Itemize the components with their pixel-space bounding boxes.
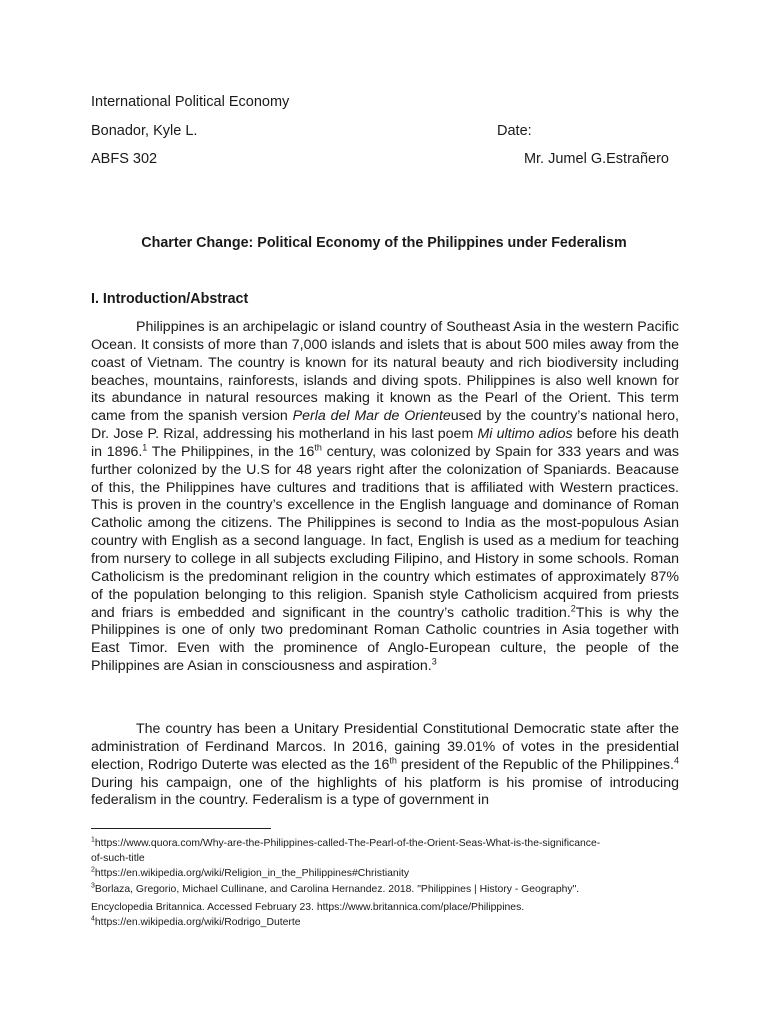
paragraph1-text-6: This is why the Philippines is one of only two predominant Roman Catholic countries in Asia together with East Timor. Even with the prominence of Anglo-European culture, the people of the Philippines are Asian in consciousness and aspiration. — [91, 604, 679, 675]
ordinal-suffix: th — [389, 754, 397, 765]
ordinal-suffix: th — [314, 442, 322, 453]
instructor-name: Mr. Jumel G.Estrañero — [523, 151, 669, 167]
course-title: International Political Economy — [91, 94, 290, 110]
footnote-number: 4 — [91, 915, 95, 923]
footnote-link[interactable]: https://en.wikipedia.org/wiki/Religion_in_the_Philippines#Christianity — [94, 868, 410, 879]
footnote-citation: Borlaza, Gregorio, Michael Cullinane, and Carolina Hernandez. 2018. "Philippines | History - Geography". — [94, 884, 580, 895]
footnote-link[interactable]: https://www.quora.com/Why-are-the-Philippines-called-The-Pearl-of-the-Orient-Seas-What-is-the-significance- — [94, 838, 601, 849]
paragraph1-text-2: used by the country’s national hero, Dr. Jose P. Rizal, addressing his motherland in his last poem — [91, 408, 679, 443]
footnote-1-continued — [91, 851, 691, 867]
paragraph1-italic-1: Perla del Mar de Oriente — [292, 408, 451, 425]
footnote-ref-4: 4 — [673, 754, 679, 765]
footnote-3-continued — [91, 900, 691, 916]
footnote-number: 1 — [91, 836, 95, 844]
footnote-number: 3 — [91, 882, 95, 890]
footnote-number: 2 — [91, 866, 95, 874]
paragraph1-text-5: century, was colonized by Spain for 333 years and was further colonized by the U.S for 48 years right after the colonization of Spaniards. Beacause of this, the Philippines have cultures and traditions that is affiliated with Western practices. This is proven in the country’s excellence in the English language and dominance of Roman Catholic among the citizens. The Philippines is second to India as the most-populous Asian country with English as a second language. In fact, English is used as a medium for teaching from nursery to college in all subjects excluding Filipino, and History in some schools. Roman Catholicism is the predominant religion in the country which estimates of approximately 87% of the population belonging to this religion. Spanish style Catholicism acquired from priests and friars is embedded and significant in the country’s catholic tradition. — [91, 443, 679, 621]
footnote-2 — [91, 866, 691, 882]
footnote-link-continued[interactable]: of-such-title — [91, 853, 145, 864]
paragraph1-text-4: The Philippines, in the 16 — [147, 443, 315, 460]
paragraph2-text-1: The country has been a Unitary Presidential Constitutional Democratic state after the administration of Ferdinand Marcos. In 2016, gaining 39.01% of votes in the presidential election, Rodrigo Duterte was elected as the 16 — [91, 721, 679, 773]
paragraph-government — [91, 721, 679, 810]
footnote-citation-continued: Encyclopedia Britannica. Accessed February 23. https://www.britannica.com/place/Philippines. — [91, 902, 525, 913]
paragraph1-italic-2: Mi ultimo adios — [477, 426, 573, 443]
paragraph-introduction — [91, 319, 679, 676]
footnote-ref-3: 3 — [431, 656, 437, 667]
document-title: Charter Change: Political Economy of the Philippines under Federalism — [141, 235, 627, 251]
footnote-ref-2: 2 — [570, 602, 576, 613]
student-name: Bonador, Kyle L. — [91, 123, 198, 139]
date-label: Date: — [497, 123, 532, 139]
paragraph2-text-3: During his campaign, one of the highlights of his platform is his promise of introducing federalism in the country. Federalism is a type of government in — [91, 774, 679, 809]
course-section: ABFS 302 — [91, 151, 158, 167]
footnote-3 — [91, 882, 691, 898]
footnote-1 — [91, 836, 691, 852]
footnote-4 — [91, 915, 691, 931]
footnote-link[interactable]: https://en.wikipedia.org/wiki/Rodrigo_Duterte — [94, 917, 301, 928]
section-heading: I. Introduction/Abstract — [91, 291, 249, 307]
paragraph1-text-1: Philippines is an archipelagic or island country of Southeast Asia in the western Pacific Ocean. It consists of more than 7,000 islands and islets that is about 500 miles away from the coast of Vietnam. The country is known for its natural beauty and rich biodiversity including beaches, mountains, rainforests, islands and diving spots. Philippines is also well known for its abundance in natural resources making it known as the Pearl of the Orient. This term came from the spanish version — [91, 319, 679, 425]
footnote-separator — [91, 828, 271, 829]
paragraph2-text-2: president of the Republic of the Philippines. — [396, 756, 674, 773]
paragraph1-text-3: before his death in 1896. — [91, 426, 679, 460]
footnote-ref-1: 1 — [142, 442, 148, 453]
